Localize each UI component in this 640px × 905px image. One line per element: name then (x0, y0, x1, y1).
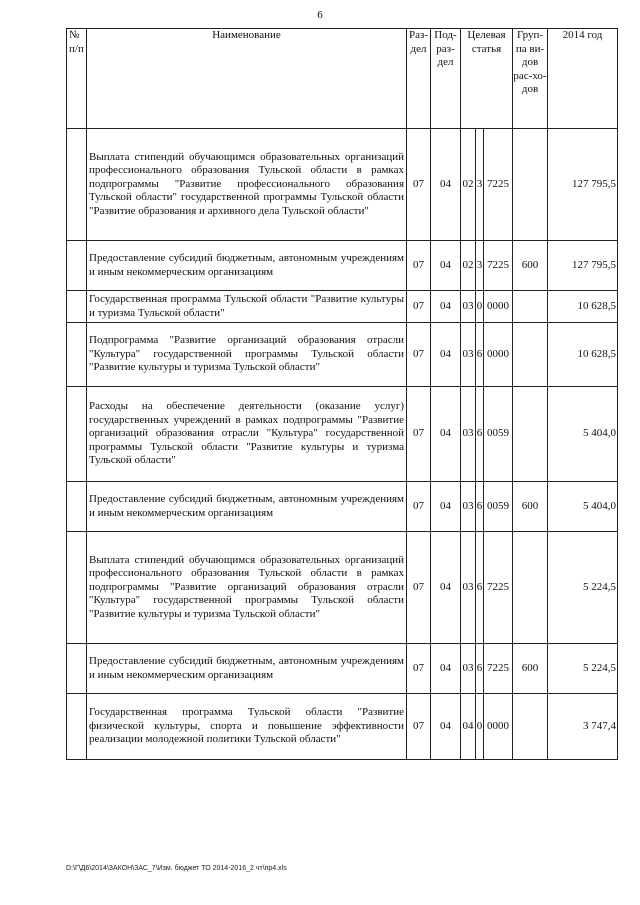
row-expense-group: 600 (513, 241, 548, 291)
row-razdel: 07 (407, 482, 431, 532)
row-expense-group (513, 129, 548, 241)
row-target-part2: 0 (476, 291, 484, 323)
row-target-part3: 0000 (484, 323, 513, 387)
header-target: Целевая статья (461, 29, 513, 129)
header-group: Груп-па ви-дов рас-хо-дов (513, 29, 548, 129)
row-target-part1: 03 (461, 482, 476, 532)
table-row (67, 387, 618, 482)
row-target-part3: 7225 (484, 129, 513, 241)
header-num: № п/п (67, 29, 87, 129)
row-target-part2: 6 (476, 532, 484, 644)
table-row (67, 644, 618, 694)
row-target-part1: 03 (461, 644, 476, 694)
row-num-cell (67, 694, 87, 760)
row-target-part1: 03 (461, 323, 476, 387)
row-num-cell (67, 387, 87, 482)
row-amount: 5 404,0 (548, 387, 618, 482)
row-name: Расходы на обеспечение деятельности (оказание услуг) государственных учреждений в рамках подпрограммы "Развитие организаций образования отрасли "Культура" государственной программы Тульской области "Развитие культуры и туризма Тульской области" (87, 387, 407, 482)
row-target-part3: 7225 (484, 532, 513, 644)
row-num-cell (67, 482, 87, 532)
row-target-part2: 3 (476, 241, 484, 291)
row-target-part1: 04 (461, 694, 476, 760)
row-podrazdel: 04 (431, 323, 461, 387)
row-amount: 127 795,5 (548, 129, 618, 241)
row-expense-group (513, 291, 548, 323)
row-target-part1: 02 (461, 241, 476, 291)
row-podrazdel: 04 (431, 532, 461, 644)
row-target-part2: 6 (476, 644, 484, 694)
table-row (67, 323, 618, 387)
row-name: Предоставление субсидий бюджетным, автономным учреждениям и иным некоммерческим организациям (87, 241, 407, 291)
row-podrazdel: 04 (431, 241, 461, 291)
row-target-part1: 03 (461, 291, 476, 323)
row-podrazdel: 04 (431, 291, 461, 323)
row-razdel: 07 (407, 532, 431, 644)
row-num-cell (67, 291, 87, 323)
header-name: Наименование (87, 29, 407, 129)
header-razdel: Раз-дел (407, 29, 431, 129)
row-razdel: 07 (407, 387, 431, 482)
table-row (67, 694, 618, 760)
row-expense-group (513, 387, 548, 482)
row-name: Выплата стипендий обучающимся образовательных организаций профессионального образования Тульской области в рамках подпрограммы "Развитие организаций образования отрасли "Культура" государственной программы Тульской области "Развитие культуры и туризма Тульской области" (87, 532, 407, 644)
row-target-part2: 6 (476, 482, 484, 532)
header-podrazdel: Под-раз-дел (431, 29, 461, 129)
row-name: Государственная программа Тульской области "Развитие физической культуры, спорта и повышение эффективности реализации молодежной политики Тульской области" (87, 694, 407, 760)
row-podrazdel: 04 (431, 129, 461, 241)
row-num-cell (67, 323, 87, 387)
row-amount: 5 404,0 (548, 482, 618, 532)
row-razdel: 07 (407, 644, 431, 694)
row-target-part3: 0000 (484, 694, 513, 760)
row-num-cell (67, 644, 87, 694)
row-target-part3: 7225 (484, 644, 513, 694)
row-amount: 5 224,5 (548, 532, 618, 644)
row-podrazdel: 04 (431, 694, 461, 760)
budget-table (66, 28, 618, 760)
table-row (67, 482, 618, 532)
row-name: Государственная программа Тульской области "Развитие культуры и туризма Тульской области" (87, 291, 407, 323)
row-razdel: 07 (407, 241, 431, 291)
table-row (67, 129, 618, 241)
row-num-cell (67, 129, 87, 241)
row-name: Выплата стипендий обучающимся образовательных организаций профессионального образования Тульской области в рамках подпрограммы "Развитие профессионального образования Тульской области" государственной программы Тульской области "Развитие образования и архивного дела Тульской области" (87, 129, 407, 241)
row-num-cell (67, 241, 87, 291)
table-header-row (67, 29, 618, 129)
row-name: Подпрограмма "Развитие организаций образования отрасли "Культура" государственной программы Тульской области "Развитие культуры и туризма Тульской области" (87, 323, 407, 387)
row-razdel: 07 (407, 129, 431, 241)
row-target-part2: 6 (476, 323, 484, 387)
table-row (67, 532, 618, 644)
row-podrazdel: 04 (431, 387, 461, 482)
row-num-cell (67, 532, 87, 644)
row-target-part2: 0 (476, 694, 484, 760)
row-target-part2: 3 (476, 129, 484, 241)
row-target-part3: 7225 (484, 241, 513, 291)
row-target-part3: 0059 (484, 387, 513, 482)
table-row (67, 241, 618, 291)
row-target-part1: 02 (461, 129, 476, 241)
row-target-part2: 6 (476, 387, 484, 482)
row-amount: 127 795,5 (548, 241, 618, 291)
row-amount: 10 628,5 (548, 291, 618, 323)
row-name: Предоставление субсидий бюджетным, автономным учреждениям и иным некоммерческим организациям (87, 644, 407, 694)
row-expense-group (513, 694, 548, 760)
row-amount: 5 224,5 (548, 644, 618, 694)
row-expense-group: 600 (513, 482, 548, 532)
row-razdel: 07 (407, 323, 431, 387)
table-row (67, 291, 618, 323)
row-expense-group (513, 532, 548, 644)
row-razdel: 07 (407, 291, 431, 323)
row-expense-group (513, 323, 548, 387)
header-year: 2014 год (548, 29, 618, 129)
row-name: Предоставление субсидий бюджетным, автономным учреждениям и иным некоммерческим организациям (87, 482, 407, 532)
row-target-part3: 0000 (484, 291, 513, 323)
file-path-footer: D:\Г\Д6\2014\ЗАКОН\ЗАС_7\Изм. бюджет ТО 2014-2016_2 чт\пр4.xls (66, 865, 287, 872)
row-amount: 10 628,5 (548, 323, 618, 387)
row-target-part1: 03 (461, 387, 476, 482)
row-expense-group: 600 (513, 644, 548, 694)
row-target-part1: 03 (461, 532, 476, 644)
row-amount: 3 747,4 (548, 694, 618, 760)
row-podrazdel: 04 (431, 644, 461, 694)
row-razdel: 07 (407, 694, 431, 760)
row-podrazdel: 04 (431, 482, 461, 532)
page-number: 6 (317, 9, 323, 21)
row-target-part3: 0059 (484, 482, 513, 532)
